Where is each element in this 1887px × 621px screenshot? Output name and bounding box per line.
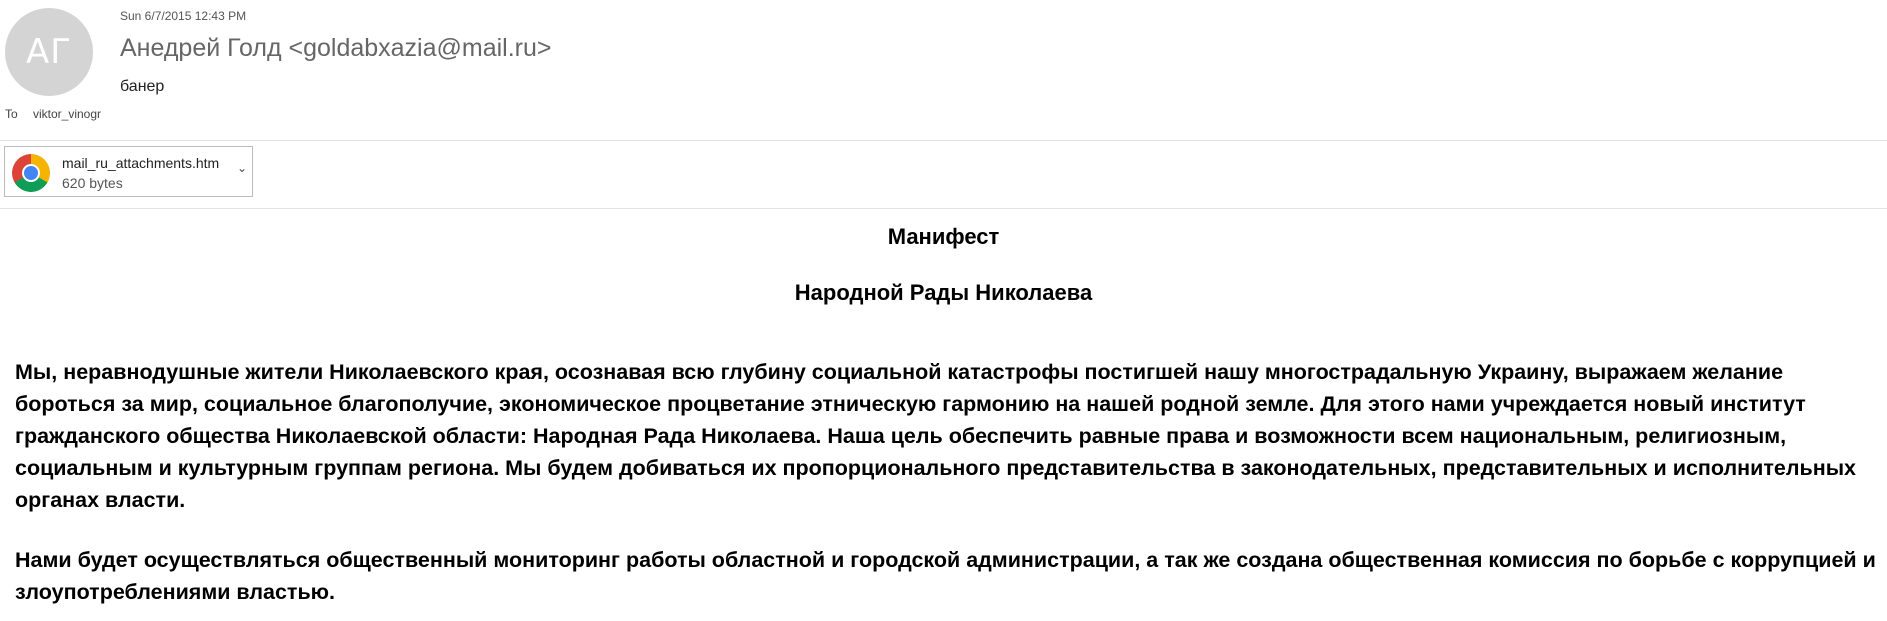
paragraph-1: Мы, неравнодушные жители Николаевского края, осознавая всю глубину социальной катастрофы постигшей нашу многострадальную Украину, выражаем желание бороться за мир, социальное благополучие, экономическое процветание этническую гармонию на нашей родной земле. Для этого нами учреждается новый институт гражданского общества Николаевской области: Народная Рада Николаева. Наша цель обеспечить равные права и возможности всем национальным, религиозным, социальным и культурным группам региона. Мы будем добиваться их пропорционального представительства в законодательных, представительных и исполнительных органах власти.: [15, 360, 1857, 512]
header-divider: [0, 140, 1887, 141]
attachment-filename: mail_ru_attachments.htm: [62, 155, 220, 171]
attachment-size: 620 bytes: [62, 175, 123, 191]
email-subject: банер: [120, 78, 165, 95]
sender-name[interactable]: Анедрей Голд <goldabxazia@mail.ru>: [120, 34, 552, 62]
recipient[interactable]: viktor_vinogr: [33, 107, 102, 121]
message-subtitle: Народной Рады Николаева: [794, 280, 1093, 305]
sent-date: Sun 6/7/2015 12:43 PM: [120, 9, 247, 23]
message-title: Манифест: [887, 224, 1000, 249]
avatar[interactable]: АГ: [5, 8, 93, 96]
paragraph-2: Нами будет осуществляться общественный мониторинг работы областной и городской администрации, а так же создана общественная комиссия по борьбе с коррупцией и злоупотреблениями властью.: [15, 548, 1876, 604]
chevron-down-icon[interactable]: ⌄: [237, 161, 248, 175]
attachment-card[interactable]: [4, 146, 253, 197]
chrome-icon: [12, 154, 50, 192]
attachment-divider: [0, 208, 1887, 209]
email-header: [0, 0, 1887, 140]
to-label: To: [5, 107, 18, 121]
